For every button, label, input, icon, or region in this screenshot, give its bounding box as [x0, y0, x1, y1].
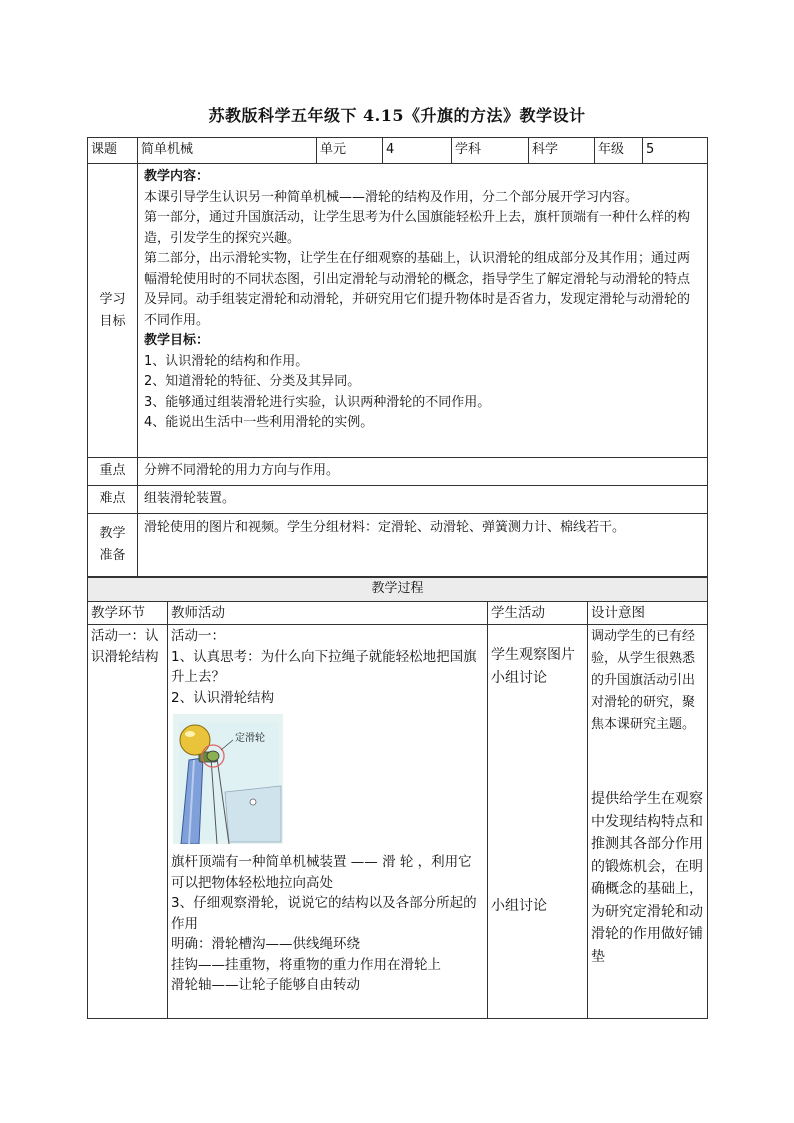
- teacher-line-2: 1、认真思考：为什么向下拉绳子就能轻松地把国旗升上去？: [171, 648, 477, 685]
- label-grade: 年级: [595, 138, 643, 164]
- content-para-1: 本课引导学生认识另一种简单机械——滑轮的结构及作用，分二个部分展开学习内容。: [144, 189, 639, 205]
- student-activity-2: 小组讨论: [491, 898, 547, 914]
- process-table: [87, 577, 708, 1019]
- info-row: [88, 138, 708, 164]
- teacher-line-6: 明确：滑轮槽沟——供线绳环绕: [171, 936, 360, 952]
- student-cell: [488, 625, 588, 1019]
- intent-2: 提供给学生在观察中发现结构特点和推测其各部分作用的锻炼机会，在明确概念的基础上，为研究定滑轮和动滑轮的作用做好铺垫: [591, 791, 703, 965]
- process-header-row: [88, 601, 708, 625]
- col-stage: 教学环节: [88, 601, 168, 625]
- content-heading: 教学内容：: [144, 169, 210, 184]
- document-title: 苏教版科学五年级下 4.15《升旗的方法》教学设计: [208, 106, 586, 125]
- teacher-line-7: 挂钩——挂重物，将重物的重力作用在滑轮上: [171, 956, 441, 973]
- label-topic: 课题: [88, 138, 138, 164]
- content-para-2: 第一部分，通过升国旗活动，让学生思考为什么国旗能轻松升上去，旗杆顶端有一种什么样的构造，引发学生的探究兴趣。: [144, 210, 691, 246]
- label-unit: 单元: [317, 138, 383, 164]
- teacher-line-1: 活动一：: [171, 628, 225, 644]
- content-para-3: 第二部分，出示滑轮实物，让学生在仔细观察的基础上，认识滑轮的组成部分及其作用；通过两幅滑轮使用时的不同状态图，引出定滑轮与动滑轮的概念，指导学生了解定滑轮与动滑轮的特点及异同。动手组装定滑轮和动滑轮，并研究用它们提升物体时是否省力，发现定滑轮与动滑轮的不同作用。: [144, 251, 691, 328]
- label-key-point: 重点: [88, 458, 138, 486]
- teacher-line-8: 滑轮轴——让轮子能够自由转动: [171, 977, 360, 993]
- key-point-row: [88, 458, 708, 486]
- intent-cell: [588, 625, 708, 1019]
- label-goals: 学习目标: [88, 164, 138, 458]
- objective-heading: 教学目标：: [144, 333, 210, 348]
- difficulty-text: 组装滑轮装置。: [138, 486, 708, 514]
- prep-text: 滑轮使用的图片和视频。学生分组材料：定滑轮、动滑轮、弹簧测力计、棉线若干。: [138, 514, 708, 577]
- teacher-line-5: 3、仔细观察滑轮，说说它的结构以及各部分所起的作用: [171, 895, 477, 932]
- objective-2: 2、知道滑轮的特征、分类及其异同。: [144, 374, 361, 389]
- col-student: 学生活动: [488, 601, 588, 625]
- value-topic: 简单机械: [138, 138, 317, 164]
- objective-4: 4、能说出生活中一些利用滑轮的实例。: [144, 415, 374, 430]
- col-intent: 设计意图: [588, 601, 708, 625]
- goals-content: [138, 164, 708, 458]
- objective-1: 1、认识滑轮的结构和作用。: [144, 353, 309, 369]
- fixed-pulley-illustration: [173, 714, 283, 844]
- value-unit: 4: [383, 138, 452, 164]
- teacher-line-3: 2、认识滑轮结构: [171, 689, 275, 706]
- objective-3: 3、能够通过组装滑轮进行实验，认识两种滑轮的不同作用。: [144, 394, 491, 410]
- figure-label: 定滑轮: [235, 733, 265, 744]
- teacher-cell: [168, 625, 488, 1019]
- process-heading: 教学过程: [88, 578, 708, 602]
- teacher-line-4: 旗杆顶端有一种简单机械装置 —— 滑 轮 ，利用它可以把物体轻松地拉向高处: [171, 854, 472, 891]
- col-teacher: 教师活动: [168, 601, 488, 625]
- value-grade: 5: [643, 138, 708, 164]
- key-point-text: 分辨不同滑轮的用力方向与作用。: [138, 458, 708, 486]
- stage-cell: 活动一：认识滑轮结构: [88, 625, 168, 1019]
- value-subject: 科学: [529, 138, 595, 164]
- goals-row: [88, 164, 708, 458]
- prep-row: [88, 514, 708, 577]
- label-prep: 教学准备: [88, 514, 138, 577]
- activity-row: [88, 625, 708, 1019]
- student-activity-1: 学生观察图片小组讨论: [491, 647, 575, 686]
- overview-table: [87, 137, 708, 577]
- difficulty-row: [88, 486, 708, 514]
- label-subject: 学科: [452, 138, 529, 164]
- intent-1: 调动学生的已有经验，从学生很熟悉的升国旗活动引出对滑轮的研究，聚焦本课研究主题。: [591, 629, 696, 732]
- label-difficulty: 难点: [88, 486, 138, 514]
